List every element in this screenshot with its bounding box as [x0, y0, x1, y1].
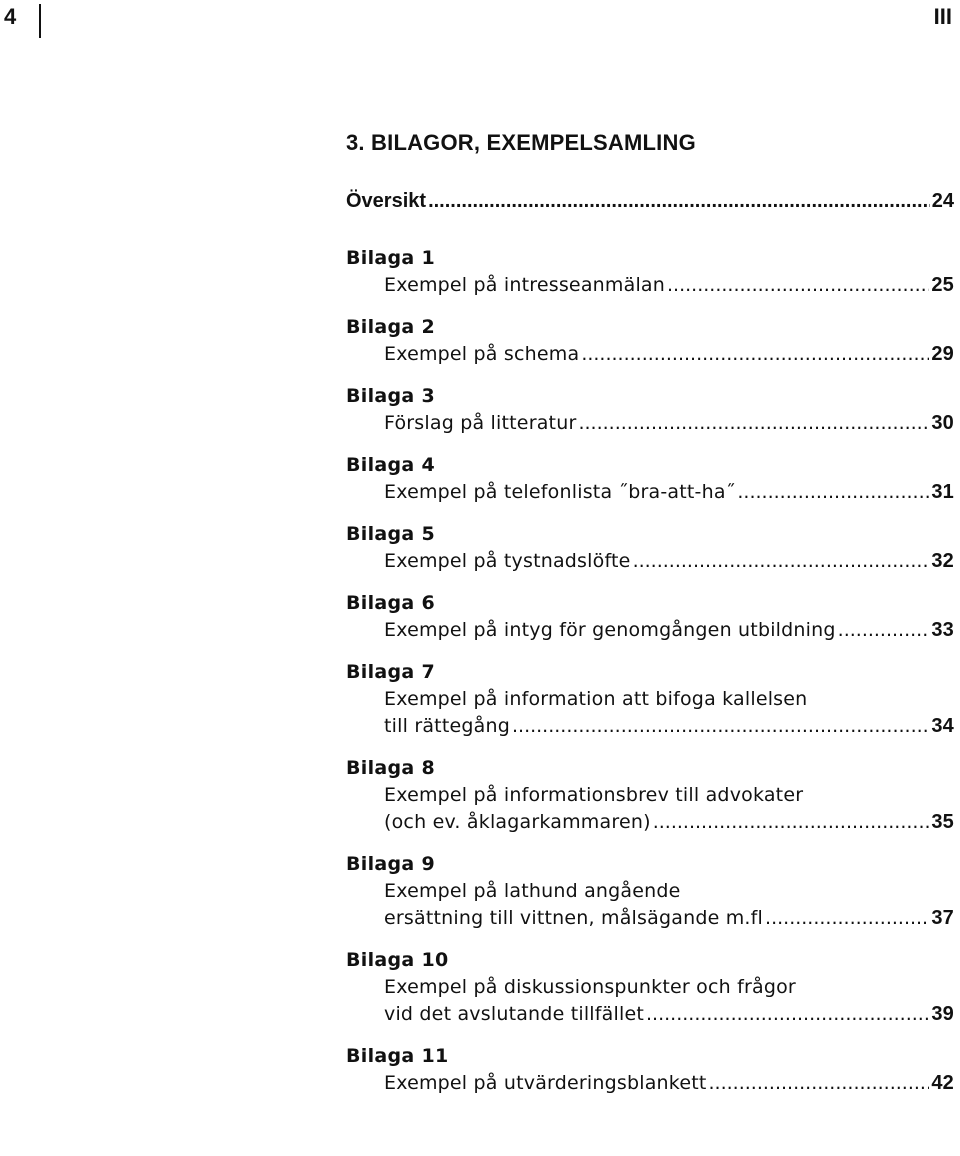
toc-entry-row [346, 905, 954, 932]
toc-entry[interactable] [346, 754, 954, 836]
dot-leader [428, 186, 930, 216]
toc-overview-label: Översikt [346, 190, 427, 212]
toc-entry-row [346, 809, 954, 836]
toc-entry-heading: Bilaga 11 [346, 1045, 449, 1067]
toc-entry-heading: Bilaga 3 [346, 385, 435, 407]
toc-entry-heading: Bilaga 5 [346, 523, 435, 545]
toc-entry-page: 42 [931, 1072, 954, 1094]
toc-entry-row [346, 1001, 954, 1028]
toc-entry-description: Exempel på diskussionspunkter och frågor [384, 976, 796, 998]
toc-entry-description: Exempel på informationsbrev till advokater [384, 784, 804, 806]
dot-leader [737, 479, 929, 506]
toc-entry[interactable] [346, 244, 954, 299]
toc-entry-page: 37 [931, 907, 954, 929]
toc-entry-heading: Bilaga 4 [346, 454, 435, 476]
toc-overview-page: 24 [931, 190, 954, 212]
toc-entry-description: Förslag på litteratur [384, 412, 577, 434]
toc-entry[interactable] [346, 382, 954, 437]
toc-entry-description: Exempel på information att bifoga kallelsen [384, 688, 808, 710]
table-of-contents [346, 186, 954, 1111]
toc-entry-description: (och ev. åklagarkammaren) [384, 811, 651, 833]
toc-entries [346, 244, 954, 1097]
toc-entry-description: Exempel på lathund angående [384, 880, 681, 902]
toc-entry-description: Exempel på schema [384, 343, 580, 365]
toc-entry-page: 32 [931, 550, 954, 572]
toc-entry-page: 34 [931, 715, 954, 737]
toc-entry-page: 31 [931, 481, 954, 503]
toc-entry-heading: Bilaga 2 [346, 316, 435, 338]
chapter-marker: III [933, 4, 952, 29]
toc-entry[interactable] [346, 850, 954, 932]
toc-entry-row [346, 548, 954, 575]
toc-entry-row [346, 1070, 954, 1097]
toc-entry-description: vid det avslutande tillfället [384, 1003, 645, 1025]
toc-entry-description: Exempel på intyg för genomgången utbildning [384, 619, 836, 641]
dot-leader [838, 617, 930, 644]
toc-entry[interactable] [346, 520, 954, 575]
dot-leader [709, 1070, 930, 1097]
dot-leader [578, 410, 929, 437]
toc-entry-heading: Bilaga 7 [346, 661, 435, 683]
page-number: 4 [4, 4, 17, 29]
toc-entry-description: ersättning till vittnen, målsägande m.fl [384, 907, 764, 929]
toc-entry[interactable] [346, 451, 954, 506]
toc-entry-description: Exempel på intresseanmälan [384, 274, 666, 296]
dot-leader [653, 809, 930, 836]
toc-entry-description: Exempel på tystnadslöfte [384, 550, 631, 572]
toc-entry-row [346, 617, 954, 644]
section-title: 3. BILAGOR, EXEMPELSAMLING [346, 130, 696, 155]
dot-leader [667, 272, 929, 299]
toc-entry-description: till rättegång [384, 715, 510, 737]
toc-entry[interactable] [346, 946, 954, 1028]
toc-entry-row [346, 479, 954, 506]
toc-entry-row [346, 713, 954, 740]
header-divider [39, 4, 41, 38]
dot-leader [581, 341, 929, 368]
dot-leader [633, 548, 930, 575]
toc-entry-page: 35 [931, 811, 954, 833]
toc-entry-heading: Bilaga 8 [346, 757, 435, 779]
toc-entry-heading: Bilaga 6 [346, 592, 435, 614]
dot-leader [646, 1001, 929, 1028]
dot-leader [512, 713, 929, 740]
toc-entry-row [346, 341, 954, 368]
dot-leader [765, 905, 929, 932]
toc-entry[interactable] [346, 589, 954, 644]
toc-entry[interactable] [346, 1042, 954, 1097]
toc-entry-page: 25 [931, 274, 954, 296]
toc-entry-row [346, 272, 954, 299]
toc-entry-page: 30 [931, 412, 954, 434]
toc-entry-description: Exempel på telefonlista ˝bra-att-ha˝ [384, 481, 736, 503]
toc-entry[interactable] [346, 313, 954, 368]
toc-entry[interactable] [346, 658, 954, 740]
toc-entry-row [346, 410, 954, 437]
toc-entry-description: Exempel på utvärderingsblankett [384, 1072, 707, 1094]
toc-entry-page: 29 [931, 343, 954, 365]
toc-entry-page: 39 [931, 1003, 954, 1025]
toc-entry-heading: Bilaga 1 [346, 247, 435, 269]
toc-overview-row[interactable] [346, 186, 954, 216]
toc-entry-page: 33 [931, 619, 954, 641]
toc-entry-heading: Bilaga 9 [346, 853, 435, 875]
toc-entry-heading: Bilaga 10 [346, 949, 449, 971]
